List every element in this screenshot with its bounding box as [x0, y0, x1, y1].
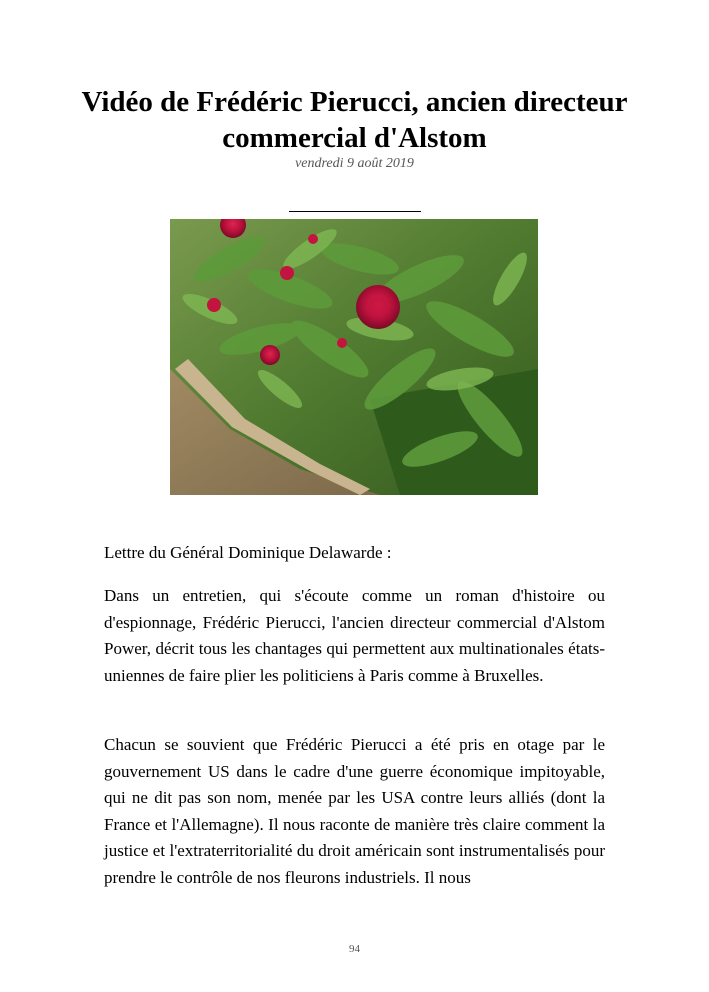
article-date: vendredi 9 août 2019 [295, 156, 414, 171]
paragraph-1: Dans un entretien, qui s'écoute comme un roman d'histoire ou d'espionnage, Frédéric Pierucci, l'ancien directeur commercial d'Alstom Power, décrit tous les chantages qui permettent aux multinationales états-uniennes de faire plier les politiciens à Paris comme à Bruxelles. [104, 586, 605, 685]
paragraph-2: Chacun se souvient que Frédéric Pierucci a été pris en otage par le gouvernement US dans le cadre d'une guerre économique impitoyable, qui ne dit pas son nom, menée par les USA contre leurs alliés (dont la France et l'Allemagne). Il nous raconte de manière très claire comment la justice et l'extraterritorialité du droit américain sont instrumentalisés pour prendre le contrôle de nos fleurons industriels. Il nous [104, 735, 605, 887]
page-number: 94 [349, 943, 360, 955]
peony-photo [170, 219, 538, 495]
title-separator [289, 211, 421, 212]
article-title: Vidéo de Frédéric Pierucci, ancien directeur commercial d'Alstom [81, 86, 628, 154]
salutation: Lettre du Général Dominique Delawarde : [104, 543, 392, 562]
